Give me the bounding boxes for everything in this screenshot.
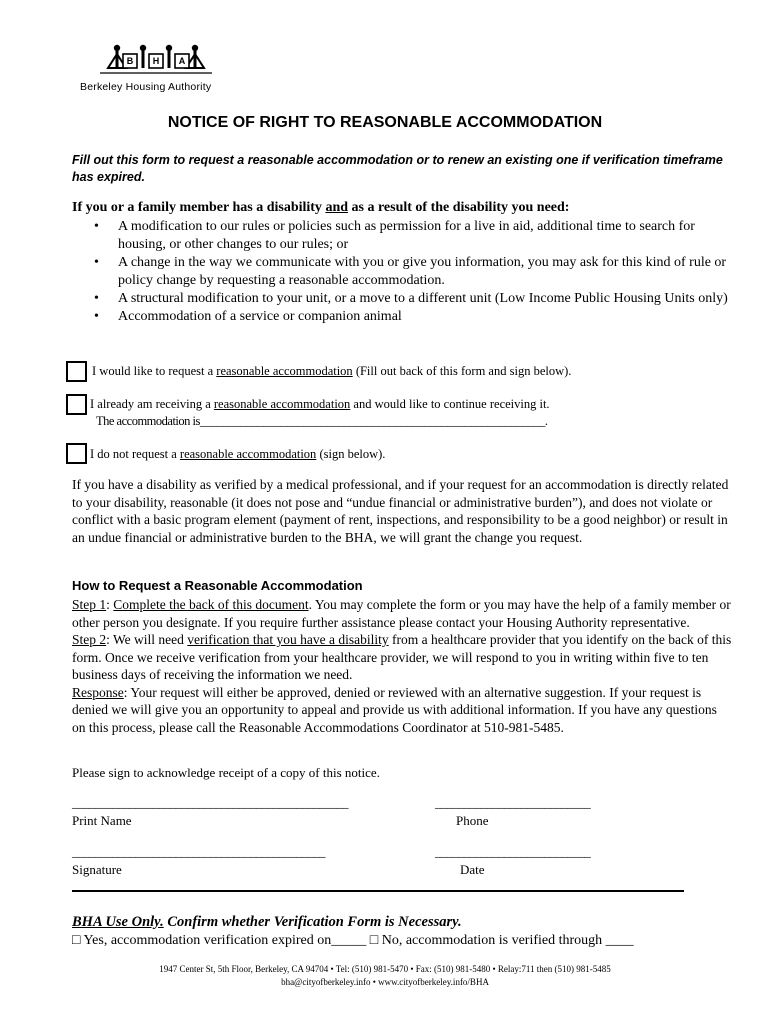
footer-contact: bha@cityofberkeley.info • www.cityofberkeley.info/BHA bbox=[281, 977, 489, 987]
how-to-heading: How to Request a Reasonable Accommodation bbox=[72, 578, 363, 593]
no-option-label: No, accommodation is verified through ____ bbox=[378, 933, 634, 948]
yes-checkbox[interactable]: □ bbox=[72, 933, 81, 948]
list-item: • Accommodation of a service or companion animal bbox=[92, 308, 732, 326]
option-receiving: I already am receiving a reasonable accommodation and would like to continue receiving it. bbox=[90, 397, 550, 411]
page-title: NOTICE OF RIGHT TO REASONABLE ACCOMMODATION bbox=[167, 114, 603, 131]
print-name-label: Print Name bbox=[72, 813, 132, 828]
org-name: Berkeley Housing Authority bbox=[80, 81, 212, 93]
how-to-steps: Step 1: Complete the back of this document. You may complete the form or you may have the help of a family member or other person you designate. If you require further assistance please contact your Housing Authority representative. Step 2: We will need verification that you have a disability from a healthcare provider that you identify on the back of this form. Once we receive verification from your healthcare provider, we will respond to you in writing within five to ten business days of receiving the information we need. Response: Your request will either be approved, denied or reviewed with an alternative suggestion. If your request is denied we will give you an opportunity to appeal and provide us with additional information. If you have any questions on this process, please call the Reasonable Accommodations Coordinator at 510-981-5485. bbox=[72, 597, 732, 735]
receiving-accommodation-checkbox[interactable] bbox=[66, 394, 87, 415]
needs-list bbox=[92, 218, 732, 326]
date-label: Date bbox=[460, 862, 485, 877]
no-checkbox[interactable]: □ bbox=[369, 933, 379, 948]
phone-line[interactable]: ___________________________ bbox=[435, 796, 591, 810]
bha-use-options bbox=[72, 933, 634, 949]
request-accommodation-checkbox[interactable] bbox=[66, 361, 87, 382]
signature-line[interactable]: ____________________________________________ bbox=[72, 845, 325, 859]
yes-option-label: Yes, accommodation verification expired on_____ bbox=[80, 933, 370, 948]
logo-letter-a: A bbox=[178, 56, 186, 66]
option-not-request: I do not request a reasonable accommodation (sign below). bbox=[90, 447, 386, 461]
list-item: • A modification to our rules or policies such as permission for a live in aid, additional time to search for housing, or other changes to our rules; or bbox=[92, 218, 732, 254]
bha-use-heading: BHA Use Only. Confirm whether Verification Form is Necessary. bbox=[72, 914, 462, 930]
logo-letter-h: H bbox=[152, 56, 160, 66]
date-line[interactable]: ___________________________ bbox=[435, 845, 591, 859]
phone-label: Phone bbox=[456, 813, 489, 828]
lead-sentence: If you or a family member has a disability and as a result of the disability you need: bbox=[72, 200, 570, 215]
list-item: • A structural modification to your unit, or a move to a different unit (Low Income Public Housing Units only) bbox=[92, 290, 732, 308]
print-name-line[interactable]: ________________________________________________ bbox=[72, 796, 348, 810]
intro-text: Fill out this form to request a reasonable accommodation or to renew an existing one if verification timeframe has expired. bbox=[72, 153, 723, 184]
signature-label: Signature bbox=[72, 862, 122, 877]
footer-address: 1947 Center St, 5th Floor, Berkeley, CA 94704 • Tel: (510) 981-5470 • Fax: (510) 981-5480 • Relay:711 then (510) 981-5485 bbox=[159, 964, 611, 974]
option-request: I would like to request a reasonable accommodation (Fill out back of this form and sign below). bbox=[92, 364, 572, 378]
accommodation-is-field[interactable]: The accommodation is____________________________________________________________. bbox=[96, 414, 548, 428]
section-divider bbox=[72, 890, 684, 892]
policy-paragraph: If you have a disability as verified by a medical professional, and if your request for an accommodation is directly related to your disability, reasonable (it does not pose and “undue financial or administrative burden”), and does not violate or conflict with a basic program element (payment of rent, inspections, and responsibility to be a good neighbor) or result in an undue financial or administrative burden to the BHA, we will grant the change you request. bbox=[72, 477, 729, 545]
not-request-checkbox[interactable] bbox=[66, 443, 87, 464]
logo-letter-b: B bbox=[126, 56, 134, 66]
list-item: • A change in the way we communicate with you or give you information, you may ask for this kind of rule or policy change by requesting a reasonable accommodation. bbox=[92, 254, 732, 290]
sign-prompt: Please sign to acknowledge receipt of a copy of this notice. bbox=[72, 765, 380, 780]
